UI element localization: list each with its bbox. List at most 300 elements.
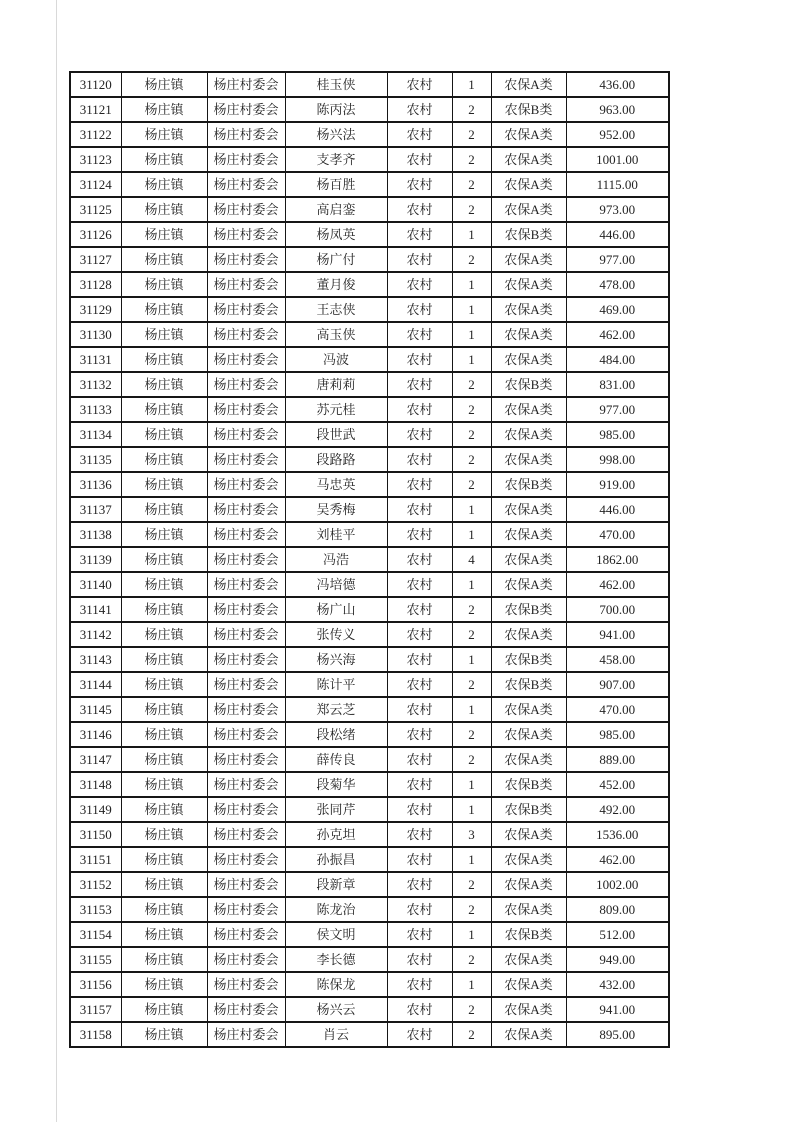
cell-town: 杨庄镇 xyxy=(121,897,207,922)
cell-amount: 977.00 xyxy=(566,397,669,422)
cell-category: 农保B类 xyxy=(491,597,566,622)
cell-town: 杨庄镇 xyxy=(121,247,207,272)
cell-residence: 农村 xyxy=(387,1022,452,1047)
cell-id: 31156 xyxy=(70,972,121,997)
cell-persons: 3 xyxy=(452,822,491,847)
table-row xyxy=(70,497,669,522)
cell-village: 杨庄村委会 xyxy=(207,397,285,422)
cell-village: 杨庄村委会 xyxy=(207,522,285,547)
cell-persons: 4 xyxy=(452,547,491,572)
cell-persons: 2 xyxy=(452,172,491,197)
table-row xyxy=(70,472,669,497)
cell-id: 31139 xyxy=(70,547,121,572)
cell-persons: 2 xyxy=(452,197,491,222)
cell-id: 31141 xyxy=(70,597,121,622)
cell-id: 31127 xyxy=(70,247,121,272)
cell-persons: 1 xyxy=(452,572,491,597)
cell-name: 段路路 xyxy=(285,447,387,472)
cell-village: 杨庄村委会 xyxy=(207,872,285,897)
table-row xyxy=(70,647,669,672)
cell-persons: 2 xyxy=(452,147,491,172)
cell-id: 31132 xyxy=(70,372,121,397)
cell-residence: 农村 xyxy=(387,772,452,797)
roster-table xyxy=(69,71,670,1048)
cell-id: 31144 xyxy=(70,672,121,697)
cell-name: 陈保龙 xyxy=(285,972,387,997)
cell-id: 31128 xyxy=(70,272,121,297)
cell-persons: 2 xyxy=(452,722,491,747)
cell-town: 杨庄镇 xyxy=(121,672,207,697)
cell-persons: 1 xyxy=(452,847,491,872)
table-row xyxy=(70,147,669,172)
table-row xyxy=(70,522,669,547)
cell-town: 杨庄镇 xyxy=(121,822,207,847)
cell-residence: 农村 xyxy=(387,972,452,997)
cell-id: 31137 xyxy=(70,497,121,522)
table-row xyxy=(70,672,669,697)
table-row xyxy=(70,1022,669,1047)
cell-name: 杨广付 xyxy=(285,247,387,272)
cell-village: 杨庄村委会 xyxy=(207,947,285,972)
cell-persons: 1 xyxy=(452,322,491,347)
cell-id: 31133 xyxy=(70,397,121,422)
cell-id: 31122 xyxy=(70,122,121,147)
cell-name: 高启銮 xyxy=(285,197,387,222)
cell-residence: 农村 xyxy=(387,672,452,697)
cell-name: 杨兴云 xyxy=(285,997,387,1022)
table-row xyxy=(70,797,669,822)
table-row xyxy=(70,772,669,797)
cell-village: 杨庄村委会 xyxy=(207,122,285,147)
table-row xyxy=(70,72,669,97)
cell-amount: 470.00 xyxy=(566,697,669,722)
cell-category: 农保A类 xyxy=(491,297,566,322)
cell-residence: 农村 xyxy=(387,372,452,397)
cell-town: 杨庄镇 xyxy=(121,322,207,347)
cell-village: 杨庄村委会 xyxy=(207,997,285,1022)
cell-category: 农保B类 xyxy=(491,797,566,822)
cell-village: 杨庄村委会 xyxy=(207,172,285,197)
cell-name: 冯波 xyxy=(285,347,387,372)
cell-category: 农保A类 xyxy=(491,247,566,272)
cell-residence: 农村 xyxy=(387,997,452,1022)
table-row xyxy=(70,247,669,272)
cell-id: 31143 xyxy=(70,647,121,672)
cell-name: 段松绪 xyxy=(285,722,387,747)
cell-persons: 1 xyxy=(452,922,491,947)
table-row xyxy=(70,397,669,422)
cell-village: 杨庄村委会 xyxy=(207,222,285,247)
cell-village: 杨庄村委会 xyxy=(207,72,285,97)
cell-residence: 农村 xyxy=(387,172,452,197)
cell-town: 杨庄镇 xyxy=(121,972,207,997)
cell-residence: 农村 xyxy=(387,97,452,122)
cell-village: 杨庄村委会 xyxy=(207,647,285,672)
cell-residence: 农村 xyxy=(387,647,452,672)
cell-village: 杨庄村委会 xyxy=(207,747,285,772)
cell-category: 农保A类 xyxy=(491,722,566,747)
cell-amount: 895.00 xyxy=(566,1022,669,1047)
cell-id: 31140 xyxy=(70,572,121,597)
cell-village: 杨庄村委会 xyxy=(207,547,285,572)
cell-persons: 2 xyxy=(452,97,491,122)
cell-residence: 农村 xyxy=(387,222,452,247)
cell-id: 31129 xyxy=(70,297,121,322)
cell-residence: 农村 xyxy=(387,847,452,872)
cell-category: 农保A类 xyxy=(491,547,566,572)
cell-id: 31130 xyxy=(70,322,121,347)
cell-name: 吴秀梅 xyxy=(285,497,387,522)
cell-category: 农保A类 xyxy=(491,422,566,447)
cell-name: 杨兴法 xyxy=(285,122,387,147)
cell-category: 农保A类 xyxy=(491,447,566,472)
cell-id: 31120 xyxy=(70,72,121,97)
cell-town: 杨庄镇 xyxy=(121,97,207,122)
cell-persons: 1 xyxy=(452,497,491,522)
cell-village: 杨庄村委会 xyxy=(207,572,285,597)
cell-id: 31158 xyxy=(70,1022,121,1047)
cell-amount: 1002.00 xyxy=(566,872,669,897)
cell-residence: 农村 xyxy=(387,72,452,97)
cell-category: 农保A类 xyxy=(491,947,566,972)
cell-persons: 2 xyxy=(452,422,491,447)
cell-persons: 1 xyxy=(452,697,491,722)
cell-amount: 985.00 xyxy=(566,422,669,447)
cell-amount: 1862.00 xyxy=(566,547,669,572)
cell-village: 杨庄村委会 xyxy=(207,447,285,472)
cell-id: 31149 xyxy=(70,797,121,822)
cell-category: 农保A类 xyxy=(491,147,566,172)
cell-id: 31134 xyxy=(70,422,121,447)
cell-category: 农保A类 xyxy=(491,322,566,347)
cell-category: 农保A类 xyxy=(491,1022,566,1047)
cell-amount: 462.00 xyxy=(566,322,669,347)
cell-persons: 2 xyxy=(452,947,491,972)
cell-category: 农保A类 xyxy=(491,72,566,97)
cell-residence: 农村 xyxy=(387,447,452,472)
table-row xyxy=(70,947,669,972)
cell-residence: 农村 xyxy=(387,697,452,722)
cell-name: 李长德 xyxy=(285,947,387,972)
cell-id: 31123 xyxy=(70,147,121,172)
cell-town: 杨庄镇 xyxy=(121,622,207,647)
cell-name: 冯浩 xyxy=(285,547,387,572)
table-row xyxy=(70,372,669,397)
cell-amount: 889.00 xyxy=(566,747,669,772)
cell-category: 农保A类 xyxy=(491,972,566,997)
table-row xyxy=(70,822,669,847)
cell-name: 高玉侠 xyxy=(285,322,387,347)
cell-residence: 农村 xyxy=(387,322,452,347)
cell-village: 杨庄村委会 xyxy=(207,772,285,797)
cell-amount: 470.00 xyxy=(566,522,669,547)
cell-residence: 农村 xyxy=(387,797,452,822)
cell-amount: 809.00 xyxy=(566,897,669,922)
cell-persons: 2 xyxy=(452,897,491,922)
cell-residence: 农村 xyxy=(387,472,452,497)
cell-name: 刘桂平 xyxy=(285,522,387,547)
cell-persons: 1 xyxy=(452,522,491,547)
table-row xyxy=(70,572,669,597)
cell-name: 冯培德 xyxy=(285,572,387,597)
cell-name: 桂玉侠 xyxy=(285,72,387,97)
cell-village: 杨庄村委会 xyxy=(207,297,285,322)
cell-id: 31121 xyxy=(70,97,121,122)
cell-category: 农保A类 xyxy=(491,747,566,772)
cell-name: 马忠英 xyxy=(285,472,387,497)
cell-id: 31150 xyxy=(70,822,121,847)
cell-category: 农保A类 xyxy=(491,847,566,872)
cell-name: 杨凤英 xyxy=(285,222,387,247)
cell-name: 苏元桂 xyxy=(285,397,387,422)
cell-amount: 941.00 xyxy=(566,997,669,1022)
cell-amount: 1115.00 xyxy=(566,172,669,197)
cell-town: 杨庄镇 xyxy=(121,522,207,547)
cell-persons: 1 xyxy=(452,272,491,297)
cell-persons: 2 xyxy=(452,122,491,147)
cell-residence: 农村 xyxy=(387,497,452,522)
cell-id: 31154 xyxy=(70,922,121,947)
table-row xyxy=(70,597,669,622)
table-row xyxy=(70,272,669,297)
cell-persons: 2 xyxy=(452,872,491,897)
cell-residence: 农村 xyxy=(387,522,452,547)
cell-persons: 2 xyxy=(452,597,491,622)
cell-amount: 484.00 xyxy=(566,347,669,372)
cell-id: 31145 xyxy=(70,697,121,722)
cell-town: 杨庄镇 xyxy=(121,747,207,772)
cell-category: 农保A类 xyxy=(491,497,566,522)
cell-category: 农保B类 xyxy=(491,772,566,797)
cell-village: 杨庄村委会 xyxy=(207,272,285,297)
cell-amount: 700.00 xyxy=(566,597,669,622)
cell-id: 31125 xyxy=(70,197,121,222)
cell-amount: 436.00 xyxy=(566,72,669,97)
table-row xyxy=(70,422,669,447)
cell-persons: 2 xyxy=(452,672,491,697)
cell-category: 农保A类 xyxy=(491,822,566,847)
cell-village: 杨庄村委会 xyxy=(207,922,285,947)
cell-town: 杨庄镇 xyxy=(121,947,207,972)
cell-residence: 农村 xyxy=(387,272,452,297)
cell-residence: 农村 xyxy=(387,347,452,372)
cell-id: 31136 xyxy=(70,472,121,497)
cell-village: 杨庄村委会 xyxy=(207,847,285,872)
cell-amount: 973.00 xyxy=(566,197,669,222)
cell-category: 农保A类 xyxy=(491,197,566,222)
cell-id: 31135 xyxy=(70,447,121,472)
cell-persons: 2 xyxy=(452,997,491,1022)
cell-village: 杨庄村委会 xyxy=(207,622,285,647)
cell-id: 31155 xyxy=(70,947,121,972)
cell-village: 杨庄村委会 xyxy=(207,97,285,122)
cell-amount: 985.00 xyxy=(566,722,669,747)
cell-category: 农保A类 xyxy=(491,622,566,647)
cell-residence: 农村 xyxy=(387,122,452,147)
cell-village: 杨庄村委会 xyxy=(207,597,285,622)
cell-name: 董月俊 xyxy=(285,272,387,297)
cell-name: 唐莉莉 xyxy=(285,372,387,397)
table-row xyxy=(70,347,669,372)
table-row xyxy=(70,922,669,947)
cell-category: 农保B类 xyxy=(491,922,566,947)
cell-town: 杨庄镇 xyxy=(121,472,207,497)
cell-id: 31147 xyxy=(70,747,121,772)
cell-name: 薛传良 xyxy=(285,747,387,772)
cell-name: 侯文明 xyxy=(285,922,387,947)
cell-amount: 1536.00 xyxy=(566,822,669,847)
cell-id: 31142 xyxy=(70,622,121,647)
cell-town: 杨庄镇 xyxy=(121,772,207,797)
cell-amount: 462.00 xyxy=(566,847,669,872)
cell-category: 农保A类 xyxy=(491,347,566,372)
cell-residence: 农村 xyxy=(387,197,452,222)
cell-amount: 907.00 xyxy=(566,672,669,697)
cell-town: 杨庄镇 xyxy=(121,647,207,672)
cell-residence: 农村 xyxy=(387,247,452,272)
cell-village: 杨庄村委会 xyxy=(207,897,285,922)
cell-amount: 478.00 xyxy=(566,272,669,297)
cell-persons: 1 xyxy=(452,772,491,797)
cell-residence: 农村 xyxy=(387,297,452,322)
cell-amount: 919.00 xyxy=(566,472,669,497)
cell-category: 农保B类 xyxy=(491,672,566,697)
cell-village: 杨庄村委会 xyxy=(207,797,285,822)
cell-residence: 农村 xyxy=(387,597,452,622)
cell-village: 杨庄村委会 xyxy=(207,347,285,372)
cell-village: 杨庄村委会 xyxy=(207,322,285,347)
cell-id: 31157 xyxy=(70,997,121,1022)
cell-name: 段新章 xyxy=(285,872,387,897)
cell-town: 杨庄镇 xyxy=(121,347,207,372)
cell-town: 杨庄镇 xyxy=(121,697,207,722)
cell-amount: 452.00 xyxy=(566,772,669,797)
cell-village: 杨庄村委会 xyxy=(207,422,285,447)
cell-town: 杨庄镇 xyxy=(121,797,207,822)
cell-name: 张同芹 xyxy=(285,797,387,822)
cell-village: 杨庄村委会 xyxy=(207,672,285,697)
cell-residence: 农村 xyxy=(387,572,452,597)
cell-name: 段菊华 xyxy=(285,772,387,797)
cell-residence: 农村 xyxy=(387,872,452,897)
page-margin-line xyxy=(56,0,57,1122)
cell-amount: 949.00 xyxy=(566,947,669,972)
cell-name: 段世武 xyxy=(285,422,387,447)
cell-name: 陈龙治 xyxy=(285,897,387,922)
cell-id: 31152 xyxy=(70,872,121,897)
cell-village: 杨庄村委会 xyxy=(207,972,285,997)
cell-town: 杨庄镇 xyxy=(121,1022,207,1047)
cell-persons: 1 xyxy=(452,72,491,97)
table-body xyxy=(70,72,669,1047)
table-row xyxy=(70,322,669,347)
cell-persons: 2 xyxy=(452,1022,491,1047)
cell-town: 杨庄镇 xyxy=(121,722,207,747)
cell-persons: 1 xyxy=(452,797,491,822)
cell-persons: 1 xyxy=(452,222,491,247)
cell-village: 杨庄村委会 xyxy=(207,372,285,397)
cell-persons: 1 xyxy=(452,347,491,372)
cell-category: 农保B类 xyxy=(491,222,566,247)
cell-name: 孙振昌 xyxy=(285,847,387,872)
table-row xyxy=(70,997,669,1022)
cell-residence: 农村 xyxy=(387,547,452,572)
cell-residence: 农村 xyxy=(387,622,452,647)
cell-category: 农保A类 xyxy=(491,997,566,1022)
cell-amount: 469.00 xyxy=(566,297,669,322)
table-row xyxy=(70,847,669,872)
cell-town: 杨庄镇 xyxy=(121,497,207,522)
cell-town: 杨庄镇 xyxy=(121,447,207,472)
table-row xyxy=(70,122,669,147)
cell-category: 农保A类 xyxy=(491,397,566,422)
cell-amount: 458.00 xyxy=(566,647,669,672)
cell-village: 杨庄村委会 xyxy=(207,472,285,497)
cell-amount: 1001.00 xyxy=(566,147,669,172)
cell-name: 陈丙法 xyxy=(285,97,387,122)
cell-name: 张传义 xyxy=(285,622,387,647)
cell-persons: 2 xyxy=(452,622,491,647)
cell-category: 农保B类 xyxy=(491,372,566,397)
cell-town: 杨庄镇 xyxy=(121,122,207,147)
cell-amount: 512.00 xyxy=(566,922,669,947)
cell-id: 31148 xyxy=(70,772,121,797)
table-row xyxy=(70,547,669,572)
cell-amount: 432.00 xyxy=(566,972,669,997)
cell-village: 杨庄村委会 xyxy=(207,722,285,747)
cell-village: 杨庄村委会 xyxy=(207,247,285,272)
cell-town: 杨庄镇 xyxy=(121,372,207,397)
cell-town: 杨庄镇 xyxy=(121,547,207,572)
cell-village: 杨庄村委会 xyxy=(207,197,285,222)
cell-residence: 农村 xyxy=(387,422,452,447)
cell-name: 肖云 xyxy=(285,1022,387,1047)
table-row xyxy=(70,972,669,997)
cell-persons: 2 xyxy=(452,747,491,772)
cell-town: 杨庄镇 xyxy=(121,172,207,197)
cell-residence: 农村 xyxy=(387,922,452,947)
cell-id: 31126 xyxy=(70,222,121,247)
table-row xyxy=(70,297,669,322)
cell-name: 王志侠 xyxy=(285,297,387,322)
cell-name: 支孝齐 xyxy=(285,147,387,172)
cell-category: 农保A类 xyxy=(491,172,566,197)
cell-residence: 农村 xyxy=(387,747,452,772)
cell-amount: 446.00 xyxy=(566,497,669,522)
cell-category: 农保B类 xyxy=(491,472,566,497)
cell-town: 杨庄镇 xyxy=(121,222,207,247)
table-row xyxy=(70,897,669,922)
cell-persons: 2 xyxy=(452,247,491,272)
cell-amount: 941.00 xyxy=(566,622,669,647)
cell-persons: 1 xyxy=(452,972,491,997)
cell-id: 31131 xyxy=(70,347,121,372)
cell-id: 31153 xyxy=(70,897,121,922)
cell-id: 31146 xyxy=(70,722,121,747)
cell-residence: 农村 xyxy=(387,722,452,747)
cell-id: 31151 xyxy=(70,847,121,872)
cell-town: 杨庄镇 xyxy=(121,847,207,872)
table-row xyxy=(70,872,669,897)
cell-residence: 农村 xyxy=(387,147,452,172)
cell-category: 农保A类 xyxy=(491,122,566,147)
cell-town: 杨庄镇 xyxy=(121,872,207,897)
cell-residence: 农村 xyxy=(387,822,452,847)
cell-category: 农保B类 xyxy=(491,647,566,672)
cell-town: 杨庄镇 xyxy=(121,422,207,447)
cell-town: 杨庄镇 xyxy=(121,922,207,947)
cell-village: 杨庄村委会 xyxy=(207,697,285,722)
